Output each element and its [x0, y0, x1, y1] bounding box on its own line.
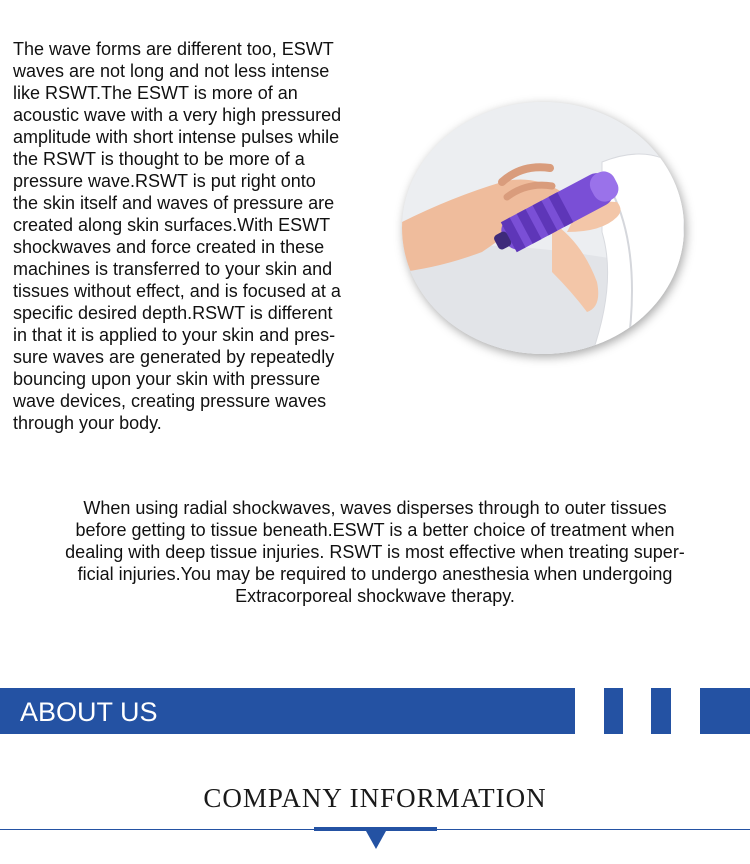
second-line: ficial injuries.You may be required to undergo anesthesia when undergoing: [77, 564, 673, 584]
intro-line: shockwaves and force created in these: [13, 237, 325, 257]
intro-line: amplitude with short intense pulses while: [13, 127, 340, 147]
second-line: When using radial shockwaves, waves disperses through to outer tissues: [83, 498, 667, 518]
intro-line: machines is transferred to your skin and: [13, 259, 333, 279]
intro-line: bouncing upon your skin with pressure: [13, 369, 321, 389]
second-line: Extracorporeal shockwave therapy.: [235, 586, 515, 606]
intro-line: acoustic wave with a very high pressured: [13, 105, 342, 125]
intro-line: in that it is applied to your skin and pres-: [13, 325, 336, 345]
hand-treatment-photo: [402, 102, 684, 354]
intro-line: like RSWT.The ESWT is more of an: [13, 83, 298, 103]
intro-line: wave devices, creating pressure waves: [13, 391, 327, 411]
intro-line: tissues without effect, and is focused at a: [13, 281, 341, 301]
second-line: dealing with deep tissue injuries. RSWT is most effective when treating super-: [65, 542, 685, 562]
banner-accent-block: [651, 688, 671, 734]
intro-line: through your body.: [13, 413, 162, 433]
intro-line: the RSWT is thought to be more of a: [13, 149, 305, 169]
intro-line: sure waves are generated by repeatedly: [13, 347, 335, 367]
triangle-down-icon: [366, 831, 386, 849]
banner-accent-block: [604, 688, 623, 734]
about-us-title: ABOUT US: [20, 697, 158, 727]
intro-paragraph: [13, 38, 385, 434]
banner-accent-block: [700, 688, 750, 734]
hand-treatment-illustration: [402, 102, 684, 354]
intro-line: waves are not long and not less intense: [13, 61, 330, 81]
intro-line: The wave forms are different too, ESWT: [13, 39, 334, 59]
intro-line: specific desired depth.RSWT is different: [13, 303, 333, 323]
second-line: before getting to tissue beneath.ESWT is a better choice of treatment when: [75, 520, 675, 540]
intro-line: pressure wave.RSWT is put right onto: [13, 171, 316, 191]
intro-line: the skin itself and waves of pressure are: [13, 193, 335, 213]
intro-line: created along skin surfaces.With ESWT: [13, 215, 331, 235]
about-us-banner: [0, 688, 575, 734]
second-paragraph: [0, 497, 750, 607]
company-information-title: COMPANY INFORMATION: [203, 783, 547, 813]
